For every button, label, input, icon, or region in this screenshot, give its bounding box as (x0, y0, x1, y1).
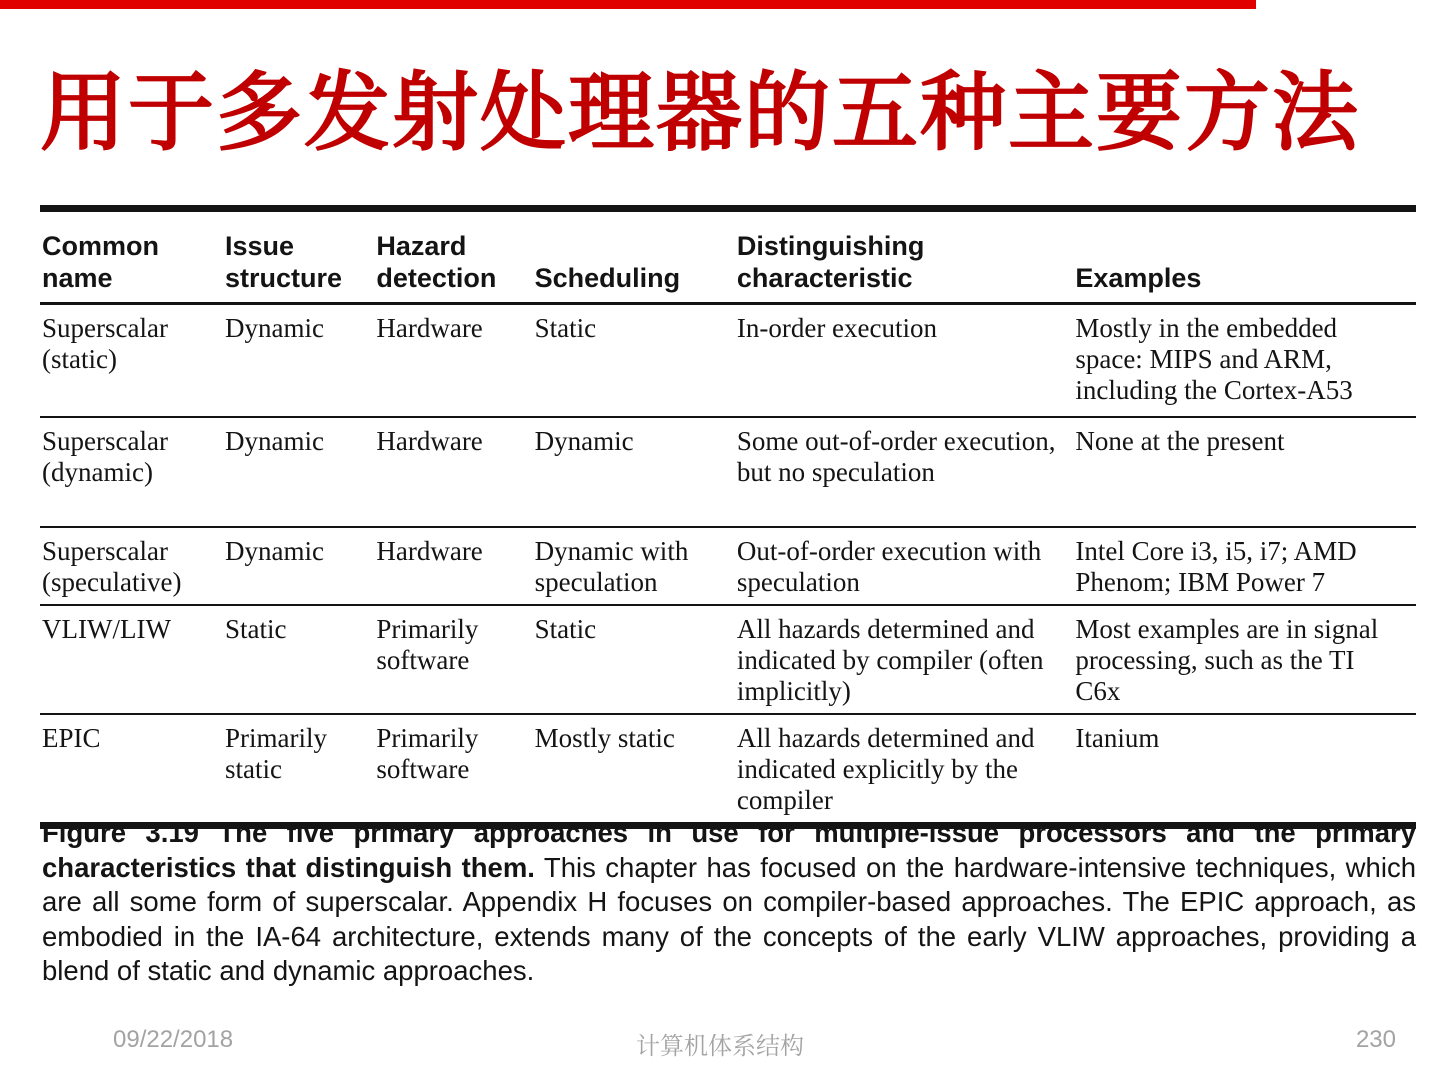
cell: Dynamic with speculation (533, 527, 735, 605)
accent-bar (0, 0, 1256, 9)
cell: Dynamic (223, 304, 374, 417)
table-row (40, 417, 1416, 527)
approaches-table (40, 205, 1416, 829)
cell: Itanium (1075, 722, 1160, 753)
cell: None at the present (1073, 417, 1416, 527)
figure-caption (42, 816, 1416, 989)
cell: Mostly in the embedded space: MIPS and ARM, including the Cortex-A53 (1073, 304, 1416, 417)
cell: Mostly static (534, 722, 675, 753)
table-row (40, 304, 1416, 417)
page-title: 用于多发射处理器的五种主要方法 (40, 63, 1360, 163)
cell: Out-of-order execution with speculation (735, 527, 1073, 605)
cell: All hazards determined and indicated by compiler (often implicitly) (735, 605, 1073, 714)
cell: Hardware (374, 417, 532, 527)
cell: Primarily static (225, 722, 327, 784)
cell: Primarily software (376, 722, 479, 784)
cell: Superscalar (static) (40, 304, 223, 417)
col-header-issue-structure: Issue structure (223, 209, 374, 304)
cell: Static (223, 605, 374, 714)
cell: EPIC (42, 722, 101, 753)
cell: All hazards determined and indicated explicitly by the compiler (736, 722, 1035, 815)
cell: Superscalar (speculative) (40, 527, 223, 605)
cell: Dynamic (223, 417, 374, 527)
footer-page-number: 230 (1355, 1026, 1396, 1053)
col-header-common-name: Common name (40, 209, 223, 304)
cell: Intel Core i3, i5, i7; AMD Phenom; IBM Power 7 (1073, 527, 1416, 605)
cell: In-order execution (735, 304, 1073, 417)
footer-date: 09/22/2018 (113, 1026, 234, 1053)
col-header-distinguishing: Distinguishing characteristic (735, 209, 1073, 304)
col-header-examples: Examples (1073, 209, 1416, 304)
col-header-scheduling: Scheduling (533, 209, 735, 304)
table-row (40, 605, 1416, 714)
cell: Static (533, 605, 735, 714)
cell: Static (533, 304, 735, 417)
cell: Some out-of-order execution, but no speculation (735, 417, 1073, 527)
figure-caption-lead: Figure 3.19 The five primary approaches in use for multiple-issue processors and the primary characteristics that distinguish them. (42, 817, 1416, 883)
table-row (40, 714, 1416, 826)
figure-caption-body: This chapter has focused on the hardware-intensive techniques, which are all some form of superscalar. Appendix H focuses on compiler-based approaches. The EPIC approach, as embodied in the IA-64 architecture, extends many of the concepts of the early VLIW approaches, providing a blend of static and dynamic approaches. (42, 851, 1416, 986)
cell: Hardware (374, 304, 532, 417)
cell: Primarily software (374, 605, 532, 714)
cell: Superscalar (dynamic) (40, 417, 223, 527)
footer-course-title: 计算机体系结构 (636, 1033, 804, 1060)
cell: Dynamic (533, 417, 735, 527)
table-row (40, 527, 1416, 605)
cell: Dynamic (223, 527, 374, 605)
cell: Hardware (374, 527, 532, 605)
cell: VLIW/LIW (40, 605, 223, 714)
table-header-row (40, 209, 1416, 304)
figure-table-wrap (40, 205, 1416, 829)
cell: Most examples are in signal processing, such as the TI C6x (1073, 605, 1416, 714)
col-header-hazard-detection: Hazard detection (374, 209, 532, 304)
